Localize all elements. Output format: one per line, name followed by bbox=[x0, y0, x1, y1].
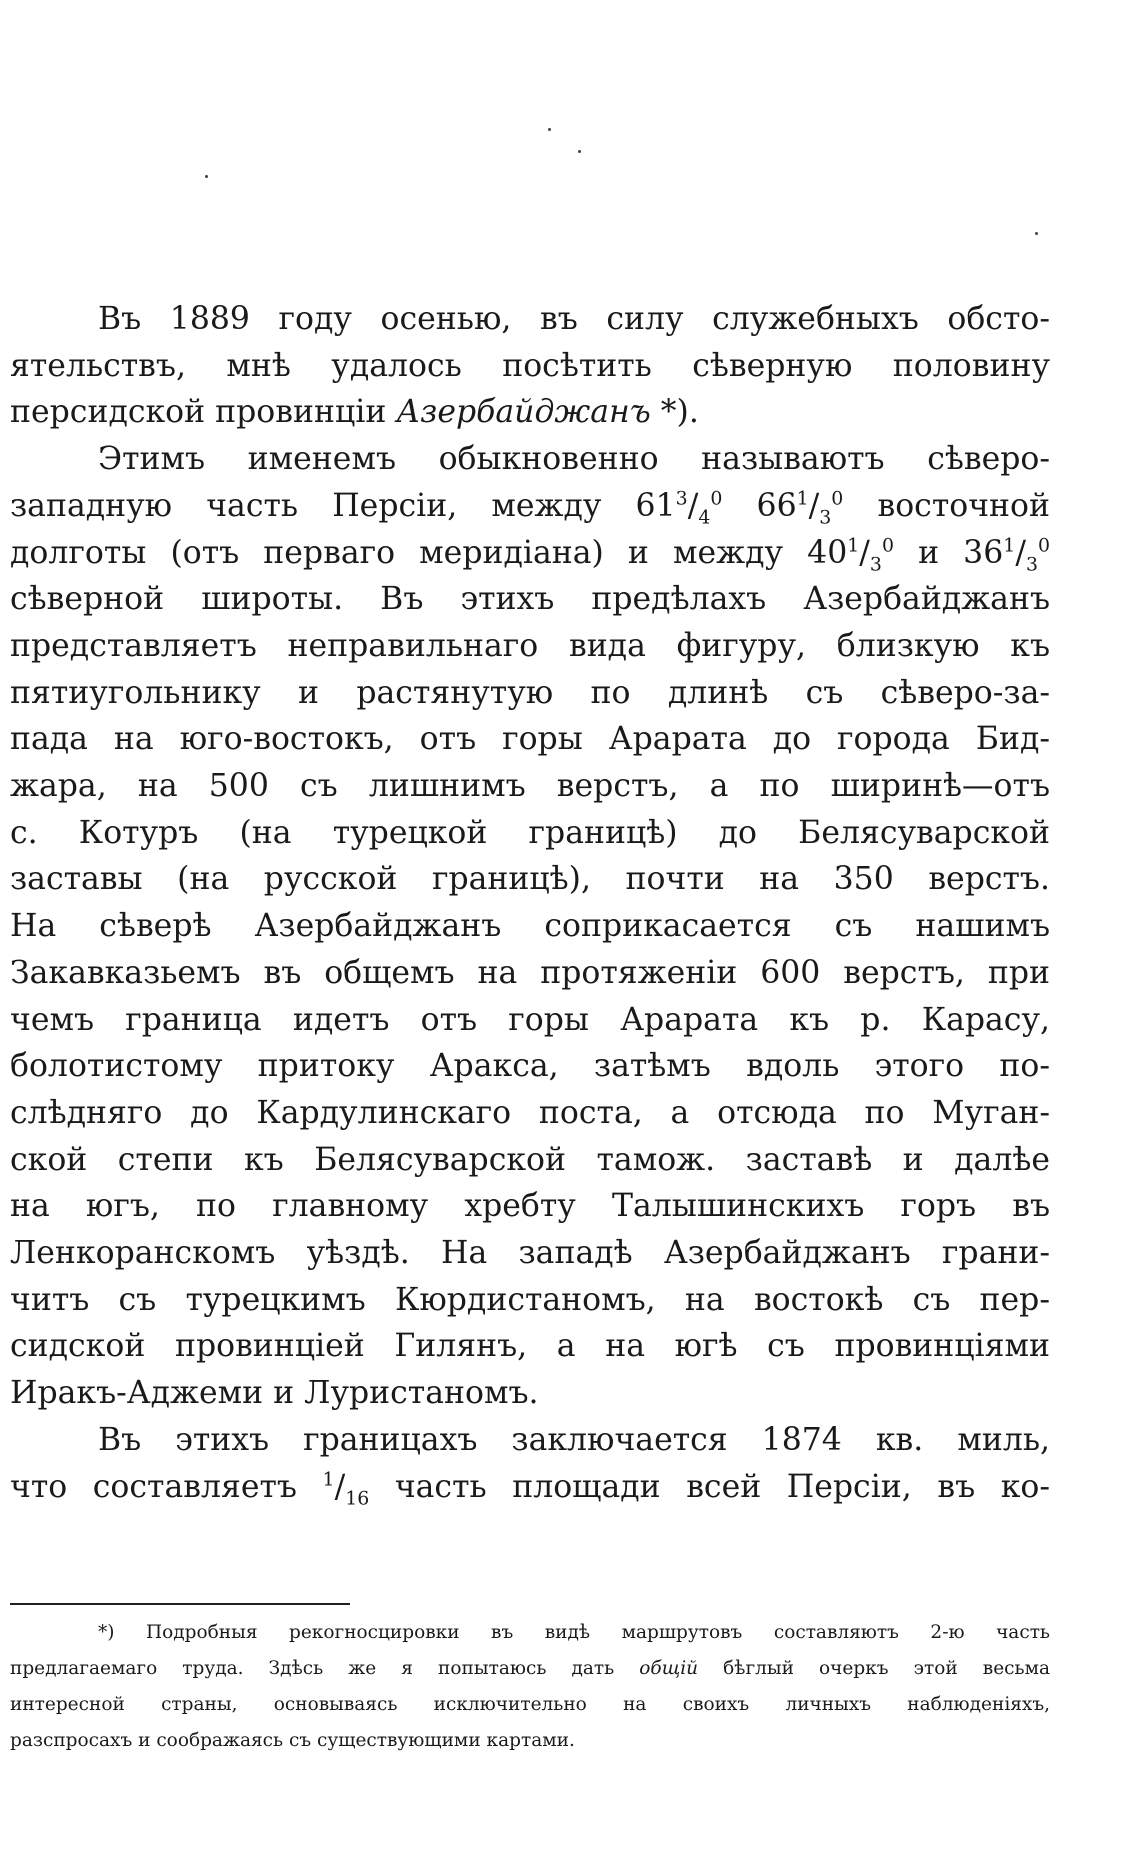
fraction-num: 3 bbox=[675, 487, 688, 510]
text-line: на югъ, по главному хребту Талышинскихъ горъ въ bbox=[10, 1188, 1050, 1225]
footnote-line: *) Подробныя рекогносцировки въ видѣ маршрутовъ составляютъ 2-ю часть bbox=[98, 1622, 1050, 1643]
fraction-den: 16 bbox=[345, 1486, 370, 1509]
text-line: пада на юго-востокъ, отъ горы Арарата до города Бид- bbox=[10, 721, 1050, 758]
text-line: Въ этихъ границахъ заключается 1874 кв. миль, bbox=[98, 1421, 1050, 1458]
footnote-rule bbox=[10, 1603, 350, 1605]
text-line: жара, на 500 съ лишнимъ верстъ, а по ширинѣ—отъ bbox=[10, 768, 1050, 805]
fraction-den: 3 bbox=[869, 552, 882, 575]
fraction-num: 1 bbox=[796, 487, 809, 510]
footnote-marker: *). bbox=[660, 394, 699, 431]
fraction-num: 1 bbox=[847, 534, 860, 557]
footnote-line: разспросахъ и соображаясь съ существующими картами. bbox=[10, 1730, 575, 1751]
emphasis: общій bbox=[639, 1658, 699, 1679]
text-line bbox=[10, 389, 1050, 436]
print-speck bbox=[1035, 232, 1038, 235]
text-line: Этимъ именемъ обыкновенно называютъ сѣверо- bbox=[98, 441, 1050, 478]
text-line: долготы (отъ перваго меридіана) и между $40^1/_3^0$ и $36^1/_3^0$ bbox=[10, 534, 1050, 575]
text-line: Въ 1889 году осенью, въ силу служебныхъ обсто- bbox=[98, 301, 1050, 337]
text-fragment: предлагаемаго труда. Здѣсь же я попытаюсь дать bbox=[10, 1658, 640, 1679]
footnote bbox=[10, 1615, 1050, 1759]
degree-sign: 0 bbox=[1037, 534, 1050, 557]
text-line: Закавказьемъ въ общемъ на протяженіи 600 верстъ, при bbox=[10, 954, 1050, 991]
text-line: сѣверной широты. Въ этихъ предѣлахъ Азербайджанъ bbox=[10, 581, 1050, 618]
degree-sign: 0 bbox=[831, 487, 844, 510]
text-fragment: и 36 bbox=[893, 534, 1004, 571]
text-line: Ленкоранскомъ уѣздѣ. На западѣ Азербайджанъ грани- bbox=[10, 1235, 1050, 1272]
text-line: пятиугольнику и растянутую по длинѣ съ сѣверо-за- bbox=[10, 674, 1050, 711]
text-line: с. Котуръ (на турецкой границѣ) до Белясуварской bbox=[10, 814, 1050, 851]
fraction-den: 3 bbox=[1025, 552, 1038, 575]
degree-sign: 0 bbox=[710, 487, 723, 510]
text-fragment: персидской провинціи bbox=[10, 394, 387, 431]
fraction-num: 1 bbox=[322, 1468, 335, 1491]
text-line: слѣдняго до Кардулинскаго поста, а отсюда по Муган- bbox=[10, 1094, 1050, 1131]
text-line: читъ съ турецкимъ Кюрдистаномъ, на востокѣ съ пер- bbox=[10, 1281, 1050, 1318]
text-line: ятельствъ, мнѣ удалось посѣтить сѣверную половину bbox=[10, 347, 1050, 384]
text-line: чемъ граница идетъ отъ горы Арарата къ р. Карасу, bbox=[10, 1001, 1050, 1038]
main-text bbox=[10, 296, 1050, 1510]
text-line: На сѣверѣ Азербайджанъ соприкасается съ нашимъ bbox=[10, 908, 1050, 945]
text-line: представляетъ неправильнаго вида фигуру, близкую къ bbox=[10, 627, 1050, 664]
text-fragment: долготы (отъ перваго меридіана) и между 40 bbox=[10, 534, 848, 571]
text-line: заставы (на русской границѣ), почти на 350 верстъ. bbox=[10, 861, 1050, 898]
text-fragment: что составляетъ bbox=[10, 1468, 323, 1505]
fraction-den: 4 bbox=[698, 506, 711, 529]
footnote-line bbox=[10, 1651, 1050, 1687]
province-name: Азербайджанъ bbox=[396, 394, 651, 431]
text-fragment: часть площади всей Персіи, въ ко- bbox=[369, 1468, 1050, 1505]
footnote-line: интересной страны, основываясь исключительно на своихъ личныхъ наблюденіяхъ, bbox=[10, 1694, 1050, 1715]
text-line: западную часть Персіи, между $61^3/_4^0$ $66^1/_3^0$ восточной bbox=[10, 487, 1050, 529]
print-speck bbox=[548, 128, 551, 131]
print-speck bbox=[205, 175, 208, 178]
text-line: ской степи къ Белясуварской тамож. заставѣ и далѣе bbox=[10, 1141, 1050, 1178]
text-line: болотистому притоку Аракса, затѣмъ вдоль этого по- bbox=[10, 1048, 1050, 1085]
text-fragment: бѣглый очеркъ этой весьма bbox=[698, 1658, 1050, 1679]
text-line: что составляетъ $^1/_{16}$ часть площади всей Персіи, въ ко- bbox=[10, 1468, 1050, 1509]
text-fragment: 66 bbox=[722, 487, 797, 524]
degree-sign: 0 bbox=[881, 534, 894, 557]
fraction-num: 1 bbox=[1003, 534, 1016, 557]
print-speck bbox=[578, 150, 581, 153]
text-line: Иракъ-Аджеми и Луристаномъ. bbox=[10, 1375, 539, 1412]
text-line: сидской провинціей Гилянъ, а на югѣ съ провинціями bbox=[10, 1328, 1050, 1365]
text-fragment: западную часть Персіи, между 61 bbox=[10, 487, 676, 524]
fraction-den: 3 bbox=[819, 506, 832, 529]
text-fragment: восточной bbox=[843, 487, 1050, 524]
